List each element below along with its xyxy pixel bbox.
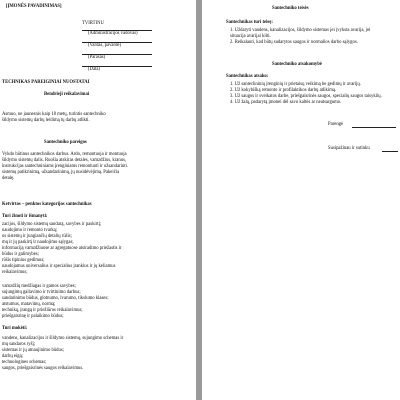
document-page-left xyxy=(0,0,196,400)
signature-label-acknowledged: Susipažinau ir sutinku xyxy=(328,146,370,151)
section-heading-may: Santechnikas turi teisę: xyxy=(226,20,273,25)
list-item: 2. Už kokybišką remonto ir profilaktikos darbų atlikimą. xyxy=(230,88,337,93)
approval-field-4: (Data) xyxy=(88,67,100,72)
list-item: 1. Uždaryti vandens, kanalizacijos, šildymo sistemas jei įvyksta avarija, jei xyxy=(230,28,371,33)
list-item: mų sandaros ryšį; xyxy=(2,342,36,347)
approval-title: TVIRTINU xyxy=(82,21,104,26)
section-heading-responsible-for: Santechnikas atsako: xyxy=(226,74,269,79)
list-item: technologines schemas; xyxy=(2,360,47,365)
approval-field-3: (Parašas) xyxy=(88,55,106,60)
list-item: vamzdžių medžiagas ir gamos savybes; xyxy=(2,284,76,289)
list-item: mų ir jų paskirtį ir naudojimo sąlygas; xyxy=(2,240,74,245)
section-heading-duties: Santechniko pareigos xyxy=(44,140,87,145)
paragraph-line: Asmuo, ne jaunesnis kaip 18 metų, turintis santechniko xyxy=(2,112,106,117)
signature-line xyxy=(382,151,398,152)
list-item: rūšis tipinius gedimus; xyxy=(2,258,45,263)
list-item: 2. Reikalauti, kad būtų sudarytos saugos ir normalios darbo sąlygos. xyxy=(230,40,358,45)
list-item: būdus ir galimybes; xyxy=(2,252,39,257)
list-item: atstumus, matavimų, normą; xyxy=(2,302,56,307)
section-heading-skills: Turi mokėti: xyxy=(2,326,28,331)
list-item: sistemas ir jų atnaujinimo būdus; xyxy=(2,348,64,353)
list-item: saugos, priešgaisrinės saugos reikalavimus. xyxy=(2,366,84,371)
list-item: sujungimų galiavimo ir tvirtinimo darbus; xyxy=(2,290,81,295)
section-heading-responsibility: Santechniko atsakomybė xyxy=(272,62,322,67)
list-item: reikalavimus; xyxy=(2,270,28,275)
paragraph-line: šildymo sistemų darbų leidimą tų darbų atlikti. xyxy=(2,118,90,123)
list-item: sandarinimo būdus, glotnumo, lvarumo, tikslumo klases; xyxy=(2,296,109,301)
list-item: situacija avarijai kilti. xyxy=(230,34,271,39)
signature-label-prepared: Parengė xyxy=(328,122,344,127)
paragraph-line: Vykdo būtinus santechnikos darbus. Ardo, remontuoja ir montuoja xyxy=(2,152,127,157)
list-item: informaciją vamzdžiuose ar agregatuose atsiradimo priežastis ir xyxy=(2,246,122,251)
list-item: naudojimo ir remonto tvarką; xyxy=(2,228,58,233)
paragraph-line: instrukcijas santechniniams įrenginiams remontuoti ir užsandarinti. xyxy=(2,164,129,169)
list-item: vandens, kanalizacijos ir šildymo sistemų, sujungimo schemas ir xyxy=(2,336,124,341)
paragraph-line: detalę. xyxy=(2,176,15,181)
list-item: priešgaisrinę ir palaikimo būdus; xyxy=(2,314,64,319)
list-item: naudojamus universalius ir specialius įrankius ir jų keliamus xyxy=(2,264,116,269)
document-title: TECHNIKAS PAREIGINIAI NUOSTATAI xyxy=(2,80,90,85)
section-heading-category: Ketvirtos – penktos kategorijos santechnikas xyxy=(2,202,92,207)
signature-line xyxy=(352,127,396,128)
list-item: 1. Už santechninių įrenginių ir prietaisų veikimą be gedimų ir avarijų. xyxy=(230,82,361,87)
approval-field-1: (Administracijos vadovas) xyxy=(88,31,138,36)
section-heading-general: Bendrieji reikalavimai xyxy=(44,92,90,97)
list-item: os sistemų ir jungiančių detalių rūšis; xyxy=(2,234,72,239)
document-page-right xyxy=(202,0,400,400)
list-item: zacijos, šildymo sistemų sandarą, savybes ir paskirtį; xyxy=(2,222,102,227)
approval-field-2: (Vardas, pavardė) xyxy=(88,43,122,48)
section-heading-knowledge: Turi žinoti ir išmanyti: xyxy=(2,214,48,219)
list-item: darbų eigą; xyxy=(2,354,23,359)
section-heading-rights: Santechniko teisės xyxy=(272,6,309,11)
paragraph-line: šildymo sistemų dalis. Ruošia atskiras detales, vamzdžius, kranus, xyxy=(2,158,127,163)
list-item: 4. Už žalą, padarytą įmonei dėl savo kaltės ar neatsargumo. xyxy=(230,100,342,105)
paragraph-line: sistemų patikrinimą, užsandarinimą, jų nusidėvėjimą. Pakeičia xyxy=(2,170,120,175)
company-name: [ĮMONĖS PAVADINIMAS] xyxy=(6,4,62,9)
list-item: techniką, įrangą ir priežiūros reikalavimus; xyxy=(2,308,83,313)
list-item: 3. Už saugos ir sveikatos darbe, priešgaisrinės saugos, specialių saugos taisyklių. xyxy=(230,94,382,99)
